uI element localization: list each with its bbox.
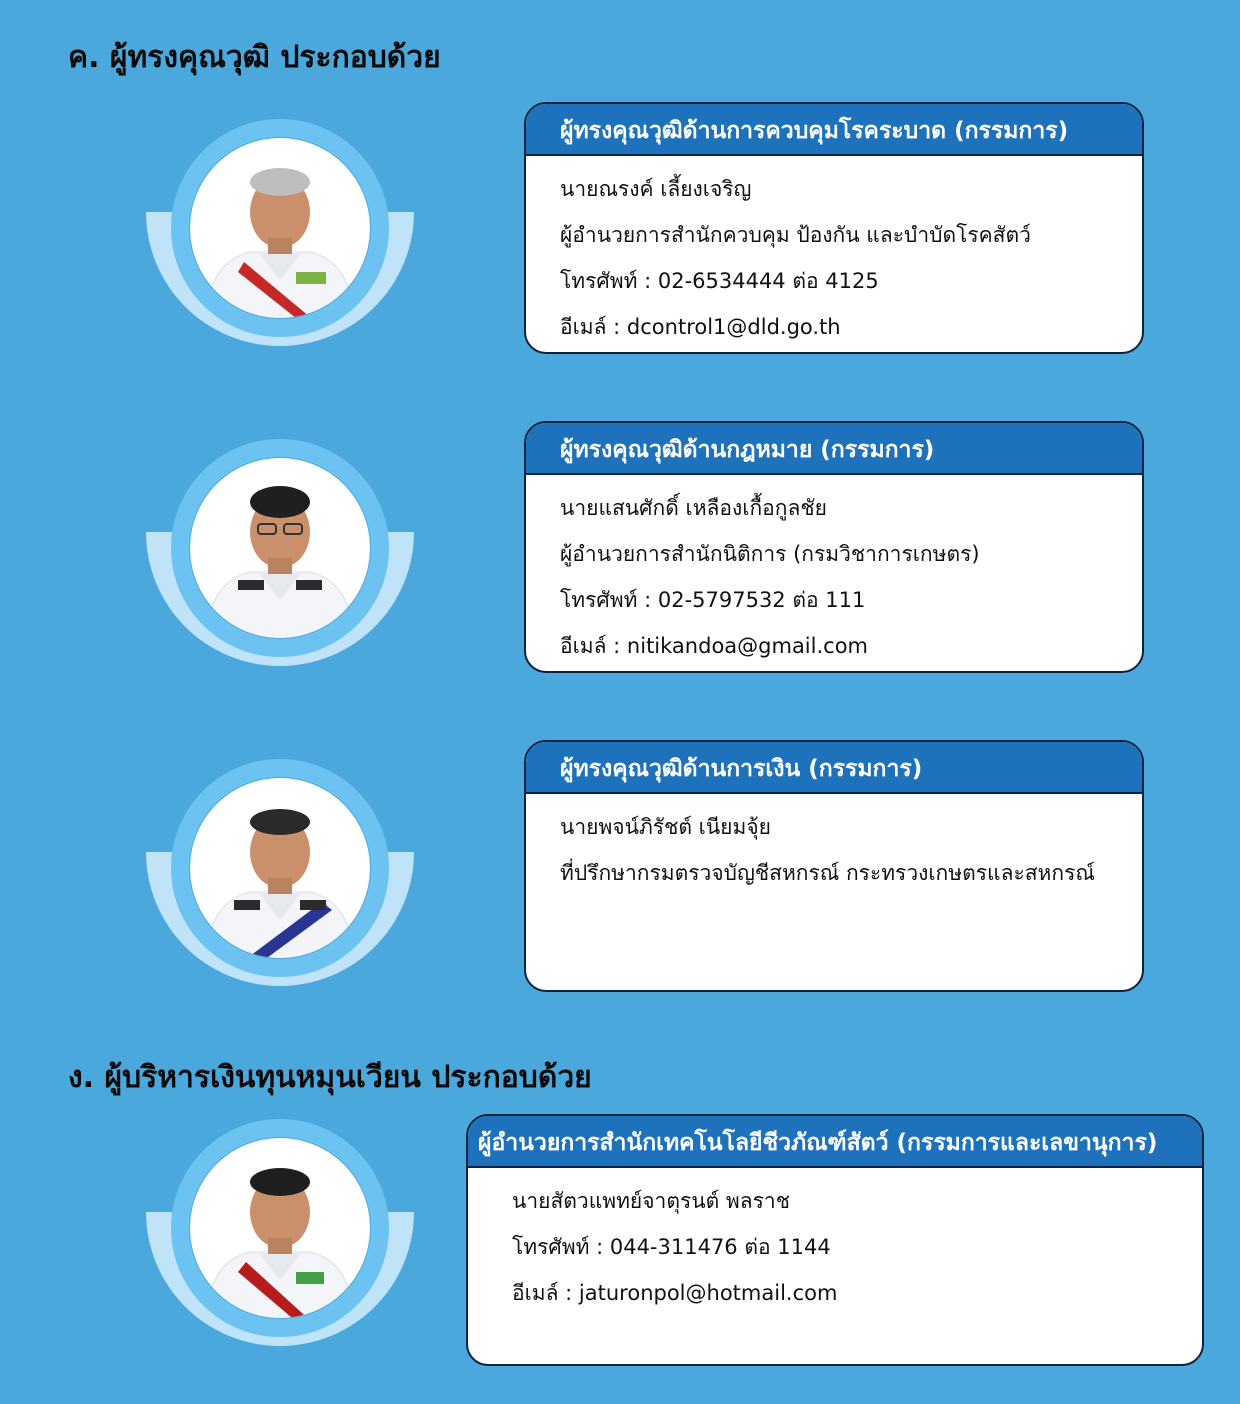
card-header: ผู้อำนวยการสำนักเทคโนโลยีชีวภัณฑ์สัตว์ (กรรมการและเลขานุการ) (468, 1116, 1202, 1168)
card-header: ผู้ทรงคุณวุฒิด้านการเงิน (กรรมการ) (526, 742, 1142, 794)
portrait-1 (146, 112, 414, 374)
member-phone: โทรศัพท์ : 02-5797532 ต่อ 111 (560, 588, 866, 612)
member-email: อีเมล์ : dcontrol1@dld.go.th (560, 315, 841, 339)
member-position: ผู้อำนวยการสำนักนิติการ (กรมวิชาการเกษตร) (560, 542, 980, 566)
member-phone: โทรศัพท์ : 044-311476 ต่อ 1144 (512, 1235, 831, 1259)
member-card-4 (466, 1114, 1204, 1366)
portrait-3 (146, 752, 414, 1014)
member-name: นายสัตวแพทย์จาตุรนต์ พลราช (512, 1189, 790, 1213)
member-position: ผู้อำนวยการสำนักควบคุม ป้องกัน และบำบัดโรคสัตว์ (560, 223, 1031, 247)
portrait-2 (146, 432, 414, 694)
card-header: ผู้ทรงคุณวุฒิด้านการควบคุมโรคระบาด (กรรมการ) (526, 104, 1142, 156)
section-title-c: ค. ผู้ทรงคุณวุฒิ ประกอบด้วย (68, 40, 441, 75)
member-card-3 (524, 740, 1144, 992)
member-name: นายแสนศักดิ์ เหลืองเกื้อกูลชัย (560, 496, 827, 520)
portrait-4 (146, 1112, 414, 1374)
member-email: อีเมล์ : jaturonpol@hotmail.com (512, 1281, 838, 1305)
section-title-d: ง. ผู้บริหารเงินทุนหมุนเวียน ประกอบด้วย (68, 1060, 592, 1095)
member-card-1 (524, 102, 1144, 354)
member-card-2 (524, 421, 1144, 673)
card-header: ผู้ทรงคุณวุฒิด้านกฎหมาย (กรรมการ) (526, 423, 1142, 475)
member-email: อีเมล์ : nitikandoa@gmail.com (560, 634, 869, 658)
member-name: นายณรงค์ เลี้ยงเจริญ (560, 177, 752, 201)
member-name: นายพจน์ภิรัชต์ เนียมจุ้ย (560, 815, 771, 839)
member-phone: โทรศัพท์ : 02-6534444 ต่อ 4125 (560, 269, 879, 293)
member-position: ที่ปรึกษากรมตรวจบัญชีสหกรณ์ กระทรวงเกษตรและสหกรณ์ (560, 861, 1095, 885)
